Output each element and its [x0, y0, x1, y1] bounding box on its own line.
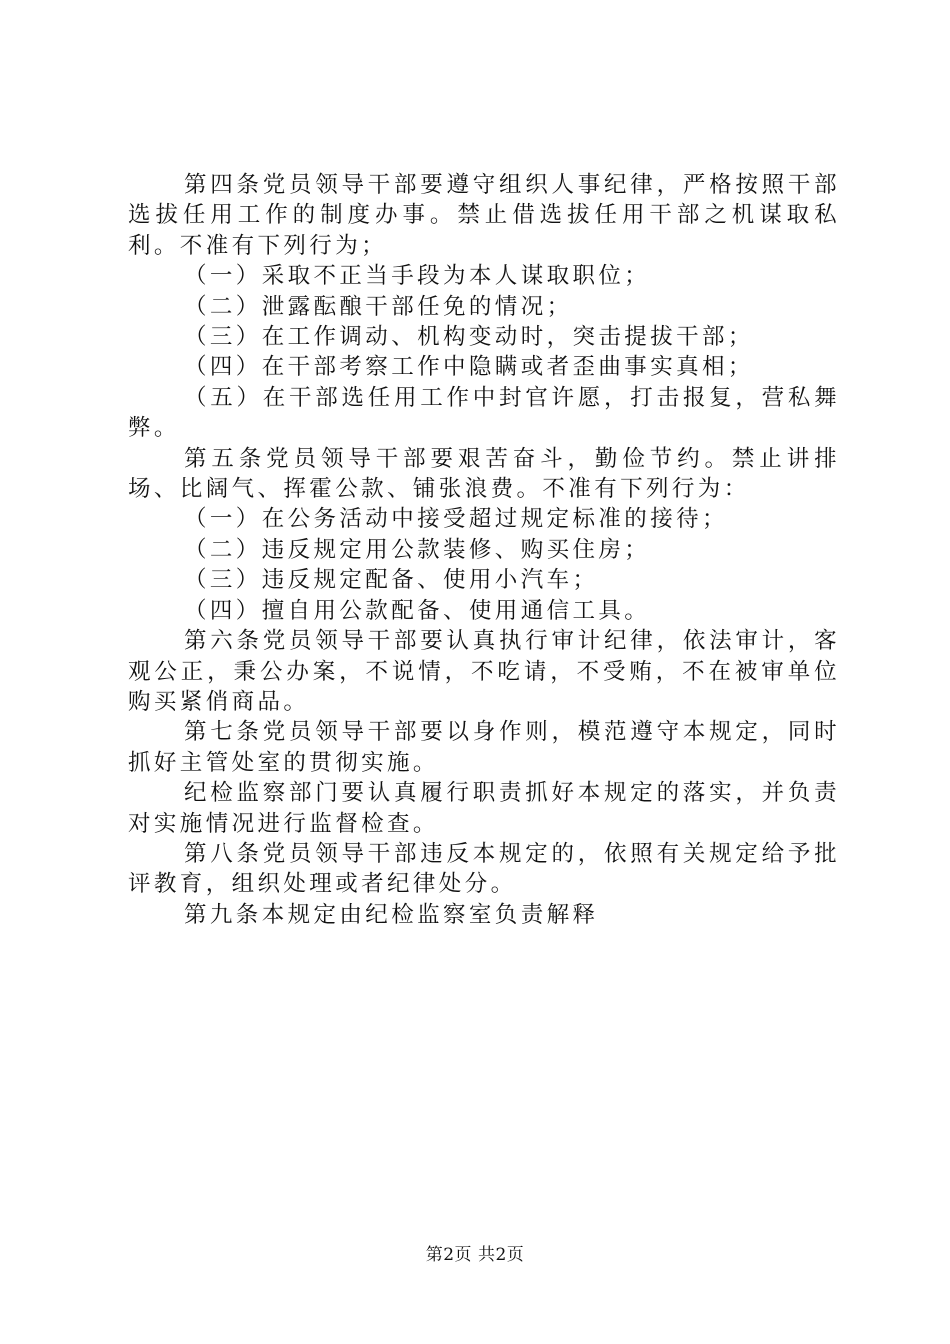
article-8-paragraph: 第八条党员领导干部违反本规定的，依照有关规定给予批评教育，组织处理或者纪律处分。 [128, 840, 840, 898]
article-5-item-4: （四）擅自用公款配备、使用通信工具。 [184, 597, 651, 624]
article-7-supervision-paragraph: 纪检监察部门要认真履行职责抓好本规定的落实，并负责对实施情况进行监督检查。 [128, 780, 840, 837]
article-5-item-1: （一）在公务活动中接受超过规定标准的接待； [184, 506, 728, 533]
article-7-paragraph: 第七条党员领导干部要以身作则，模范遵守本规定，同时抓好主管处室的贯彻实施。 [128, 719, 840, 776]
article-4-item-5: （五）在干部选任用工作中封官许愿，打击报复，营私舞弊。 [128, 384, 840, 442]
page-number-footer: 第2页 共2页 [425, 1245, 525, 1265]
article-5-paragraph: 第五条党员领导干部要艰苦奋斗，勤俭节约。禁止讲排场、比阔气、挥霍公款、铺张浪费。不准有下列行为： [128, 445, 840, 503]
article-6-paragraph: 第六条党员领导干部要认真执行审计纪律，依法审计，客观公正，秉公办案，不说情，不吃请，不受贿，不在被审单位购买紧俏商品。 [128, 628, 840, 715]
article-4-paragraph: 第四条党员领导干部要遵守组织人事纪律，严格按照干部选拔任用工作的制度办事。禁止借选拔任用干部之机谋取私利。不准有下列行为； [128, 172, 840, 259]
article-9-paragraph: 第九条本规定由纪检监察室负责解释 [184, 901, 599, 928]
article-5-item-2: （二）违反规定用公款装修、购买住房； [184, 536, 651, 563]
article-4-item-3: （三）在工作调动、机构变动时，突击提拔干部； [184, 324, 754, 351]
article-5-item-3: （三）违反规定配备、使用小汽车； [184, 567, 599, 594]
article-4-item-2: （二）泄露酝酿干部任免的情况； [184, 293, 573, 320]
article-4-item-4: （四）在干部考察工作中隐瞒或者歪曲事实真相； [184, 354, 754, 381]
document-body [128, 170, 840, 930]
article-4-item-1: （一）采取不正当手段为本人谋取职位； [184, 263, 651, 290]
